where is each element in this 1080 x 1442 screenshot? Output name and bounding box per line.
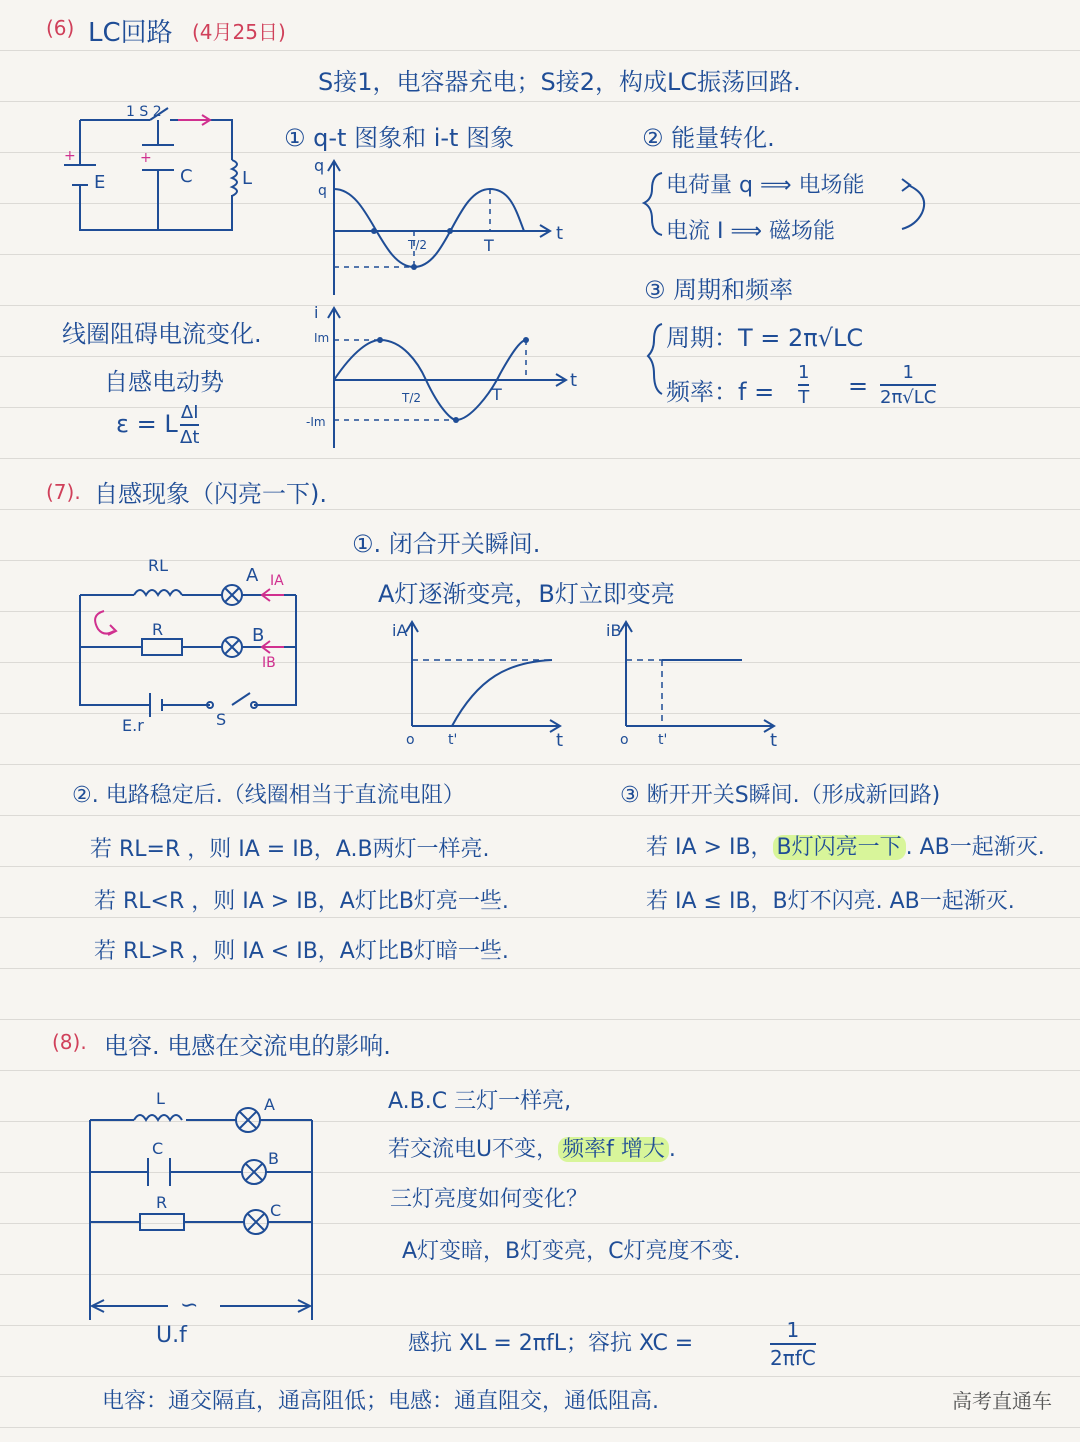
ac-line-2-text: 若交流电U不变， (388, 1137, 559, 1162)
steady-case-greater: 若 RL>R ，则 IA < IB，A灯比B灯暗一些. (94, 939, 509, 964)
part1-heading: ① q-t 图象和 i-t 图象 (284, 124, 515, 152)
part3-heading: ③ 周期和频率 (644, 276, 794, 304)
i-half-period: T/2 (402, 391, 422, 405)
frac-numerator: 1 (798, 362, 810, 383)
q-period: T (484, 236, 494, 255)
ib-origin: o (620, 732, 629, 748)
frequency-fraction-1 (798, 362, 809, 408)
frac-denominator: T (798, 387, 810, 408)
ac-line-2-tail: . (668, 1137, 676, 1162)
summary-line: 电容：通交隔直，通高阻低；电感：通直阻交，通低阻高. (102, 1389, 659, 1414)
frac-denominator: 2πfC (770, 1346, 816, 1370)
ia-axis-label: iA (392, 621, 408, 640)
emf-label: E (94, 172, 106, 193)
q-t-xaxis-label: t (556, 223, 564, 244)
section6-title: LC回路 (88, 18, 173, 48)
self-induction-circuit (70, 555, 310, 735)
open-case-1 (646, 830, 1045, 861)
steady-case-less: 若 RL<R ，则 IA > IB，A灯比B灯亮一些. (94, 889, 509, 914)
frequency-label: 频率：f = (666, 378, 775, 406)
emf-fraction (180, 402, 199, 448)
q-t-graph (310, 155, 570, 300)
ib-xaxis-label: t (770, 730, 778, 751)
section8-number: (8). (52, 1030, 87, 1054)
open-case-1-tail: . AB一起渐灭. (905, 835, 1045, 860)
ac-source-symbol: ∽ (180, 1293, 199, 1318)
ac-c-label: C (152, 1139, 164, 1158)
q-max-label: q (318, 183, 327, 199)
battery-label: E.r (122, 716, 144, 735)
rl-label: RL (148, 556, 169, 575)
ia-t1: t' (448, 732, 458, 748)
i-axis-label: i (314, 303, 319, 322)
ac-lamp-a: A (264, 1095, 275, 1114)
svg-text:+: + (64, 148, 76, 164)
svg-text:+: + (140, 150, 152, 166)
r-label: R (152, 620, 164, 639)
watermark: 高考直通车 (952, 1389, 1052, 1413)
frequency-equals: = (848, 372, 869, 400)
ac-line-2 (388, 1132, 676, 1163)
ia-t-graph (388, 618, 588, 751)
energy-electric: 电荷量 q ⟹ 电场能 (666, 173, 865, 198)
ia-label: IA (270, 573, 284, 589)
frac-numerator: 1 (902, 362, 914, 383)
flash-highlight: B灯闪亮一下 (773, 835, 906, 860)
ac-lamp-b: B (268, 1149, 279, 1168)
part2-heading: ② 能量转化. (642, 124, 775, 152)
capacitive-reactance-fraction (770, 1318, 816, 1370)
section7-number: (7). (46, 480, 81, 504)
inductor-label: L (242, 168, 253, 189)
section6-number: (6) (46, 16, 75, 40)
i-period: T (492, 385, 502, 404)
lamp-a-label: A (246, 565, 259, 586)
capacitor-label: C (180, 166, 193, 187)
energy-magnetic: 电流 I ⟹ 磁场能 (666, 219, 836, 244)
lamp-b-label: B (252, 625, 265, 646)
self-induced-emf: 自感电动势 (104, 368, 224, 396)
i-max-label: Im (314, 331, 330, 345)
frac-denominator: Δt (180, 427, 200, 448)
frequency-highlight: 频率f 增大 (558, 1137, 669, 1162)
period-brace (646, 320, 666, 400)
open-switch-heading: ③ 断开开关S瞬间.（形成新回路) (620, 783, 941, 808)
ib-label: IB (262, 655, 276, 671)
ac-r-label: R (156, 1193, 168, 1212)
ib-axis-label: iB (606, 621, 622, 640)
ib-t1: t' (658, 732, 668, 748)
open-case-1-text: 若 IA > IB， (646, 835, 773, 860)
ia-origin: o (406, 732, 415, 748)
switch-label: 1 S 2 (126, 104, 162, 120)
i-t-xaxis-label: t (570, 370, 578, 391)
section7-title: 自感现象（闪亮一下). (94, 480, 327, 508)
i-min-label: -Im (306, 415, 326, 429)
emf-formula: ε = L (116, 410, 178, 438)
ac-line-4: A灯变暗，B灯变亮，C灯亮度不变. (402, 1239, 741, 1264)
close-switch-result: A灯逐渐变亮，B灯立即变亮 (378, 580, 675, 608)
steady-state-heading: ②. 电路稳定后.（线圈相当于直流电阻） (72, 783, 465, 808)
ac-line-1: A.B.C 三灯一样亮, (388, 1089, 572, 1114)
switch-s-label: S (216, 710, 227, 729)
coil-note: 线圈阻碍电流变化. (62, 320, 262, 348)
lc-circuit-diagram (60, 100, 260, 240)
section6-date: (4月25日) (192, 20, 286, 44)
ib-t-graph (602, 618, 802, 751)
ia-xaxis-label: t (556, 730, 564, 751)
section8-title: 电容. 电感在交流电的影响. (104, 1032, 391, 1060)
ac-source-label: U.f (156, 1323, 187, 1348)
steady-case-equal: 若 RL=R ，则 IA = IB，A.B两灯一样亮. (90, 837, 490, 862)
frac-denominator: 2π√LC (880, 387, 937, 408)
i-t-graph (306, 302, 590, 452)
reactance-formula: 感抗 XL = 2πfL；容抗 XC = (408, 1331, 694, 1356)
ac-circuit-diagram (80, 1080, 330, 1350)
q-half-period: T/2 (408, 238, 428, 252)
ac-l-label: L (156, 1089, 165, 1108)
q-axis-label: q (314, 156, 325, 175)
close-switch-heading: ①. 闭合开关瞬间. (352, 530, 541, 558)
frequency-fraction-2 (880, 362, 936, 408)
lc-intro: S接1，电容器充电；S接2，构成LC振荡回路. (318, 68, 801, 96)
frac-numerator: ΔI (180, 402, 199, 423)
frac-numerator: 1 (786, 1318, 800, 1342)
ac-lamp-c: C (270, 1201, 282, 1220)
period-formula: 周期：T = 2π√LC (666, 324, 864, 352)
open-case-2: 若 IA ≤ IB，B灯不闪亮. AB一起渐灭. (646, 889, 1015, 914)
ac-line-3: 三灯亮度如何变化？ (390, 1187, 589, 1212)
